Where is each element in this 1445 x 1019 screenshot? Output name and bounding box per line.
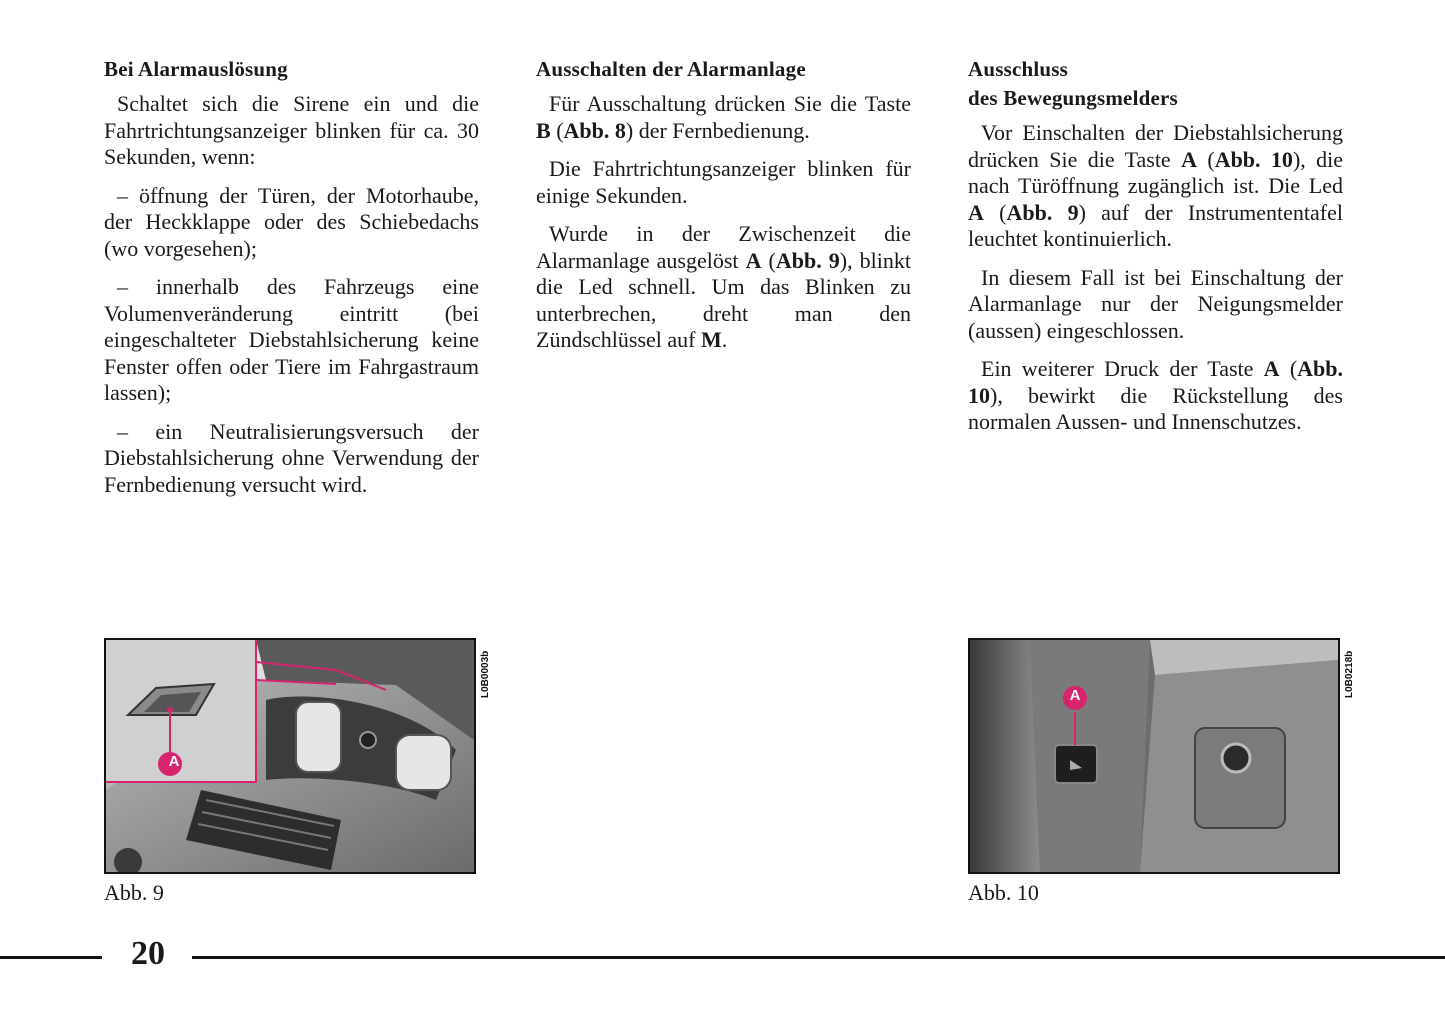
figure-caption: Abb. 9 <box>104 880 164 905</box>
paragraph: In diesem Fall ist bei Einschaltung der Alarmanlage nur der Neigungsmelder (aussen) eingeschlossen. <box>968 264 1343 343</box>
figure-caption: Abb. 10 <box>968 880 1039 905</box>
figure-dashboard-photo <box>104 638 476 874</box>
paragraph: – innerhalb des Fahrzeugs eine Volumenveränderung eintritt (bei eingeschalteter Diebstahlsicherung keine Fenster offen oder Tiere im Fahrgastraum lassen); <box>104 274 479 405</box>
paragraph: Schaltet sich die Sirene ein und die Fahrtrichtungsanzeiger blinken für ca. 30 Sekunden, wenn: <box>104 91 479 169</box>
paragraph: Ein weiterer Druck der Taste A (Abb. 10), bewirkt die Rückstellung des normalen Aussen- und Innenschutzes. <box>968 356 1344 434</box>
footer-rule <box>192 956 1445 959</box>
page-number: 20 <box>131 935 165 972</box>
column-alarm-off <box>536 52 911 366</box>
section-heading: Ausschalten der Alarmanlage <box>536 57 806 81</box>
paragraph: Für Ausschaltung drücken Sie die Taste B (Abb. 8) der Fernbedienung. <box>536 91 911 143</box>
callout-label: A <box>168 753 180 770</box>
callout-label: A <box>1069 687 1081 704</box>
column-motion-sensor <box>968 52 1343 448</box>
figure-code: L0B0218b <box>1344 650 1355 698</box>
column-alarm-trigger <box>104 52 479 510</box>
paragraph: Wurde in der Zwischenzeit die Alarmanlage ausgelöst A (Abb. 9), blinkt die Led schnell. Um das Blinken zu unterbrechen, dreht man den Zündschlüssel auf M. <box>536 221 912 352</box>
paragraph: Die Fahrtrichtungsanzeiger blinken für einige Sekunden. <box>536 156 911 208</box>
footer-rule <box>0 956 102 959</box>
paragraph: – öffnung der Türen, der Motorhaube, der Heckklappe oder des Schiebedachs (wo vorgesehen); <box>104 182 479 261</box>
paragraph: – ein Neutralisierungsversuch der Diebstahlsicherung ohne Verwendung der Fernbedienung versucht wird. <box>104 418 479 497</box>
figure-door-button-photo <box>968 638 1340 874</box>
section-heading: Ausschluss des Bewegungsmelders <box>968 57 1178 110</box>
figure-code: L0B0003b <box>480 650 491 698</box>
section-heading: Bei Alarmauslösung <box>104 57 288 81</box>
paragraph: Vor Einschalten der Diebstahlsicherung drücken Sie die Taste A (Abb. 10), die nach Türöffnung zugänglich ist. Die Led A (Abb. 9) auf der Instrumententafel leuchtet kontinuierlich. <box>968 120 1344 251</box>
